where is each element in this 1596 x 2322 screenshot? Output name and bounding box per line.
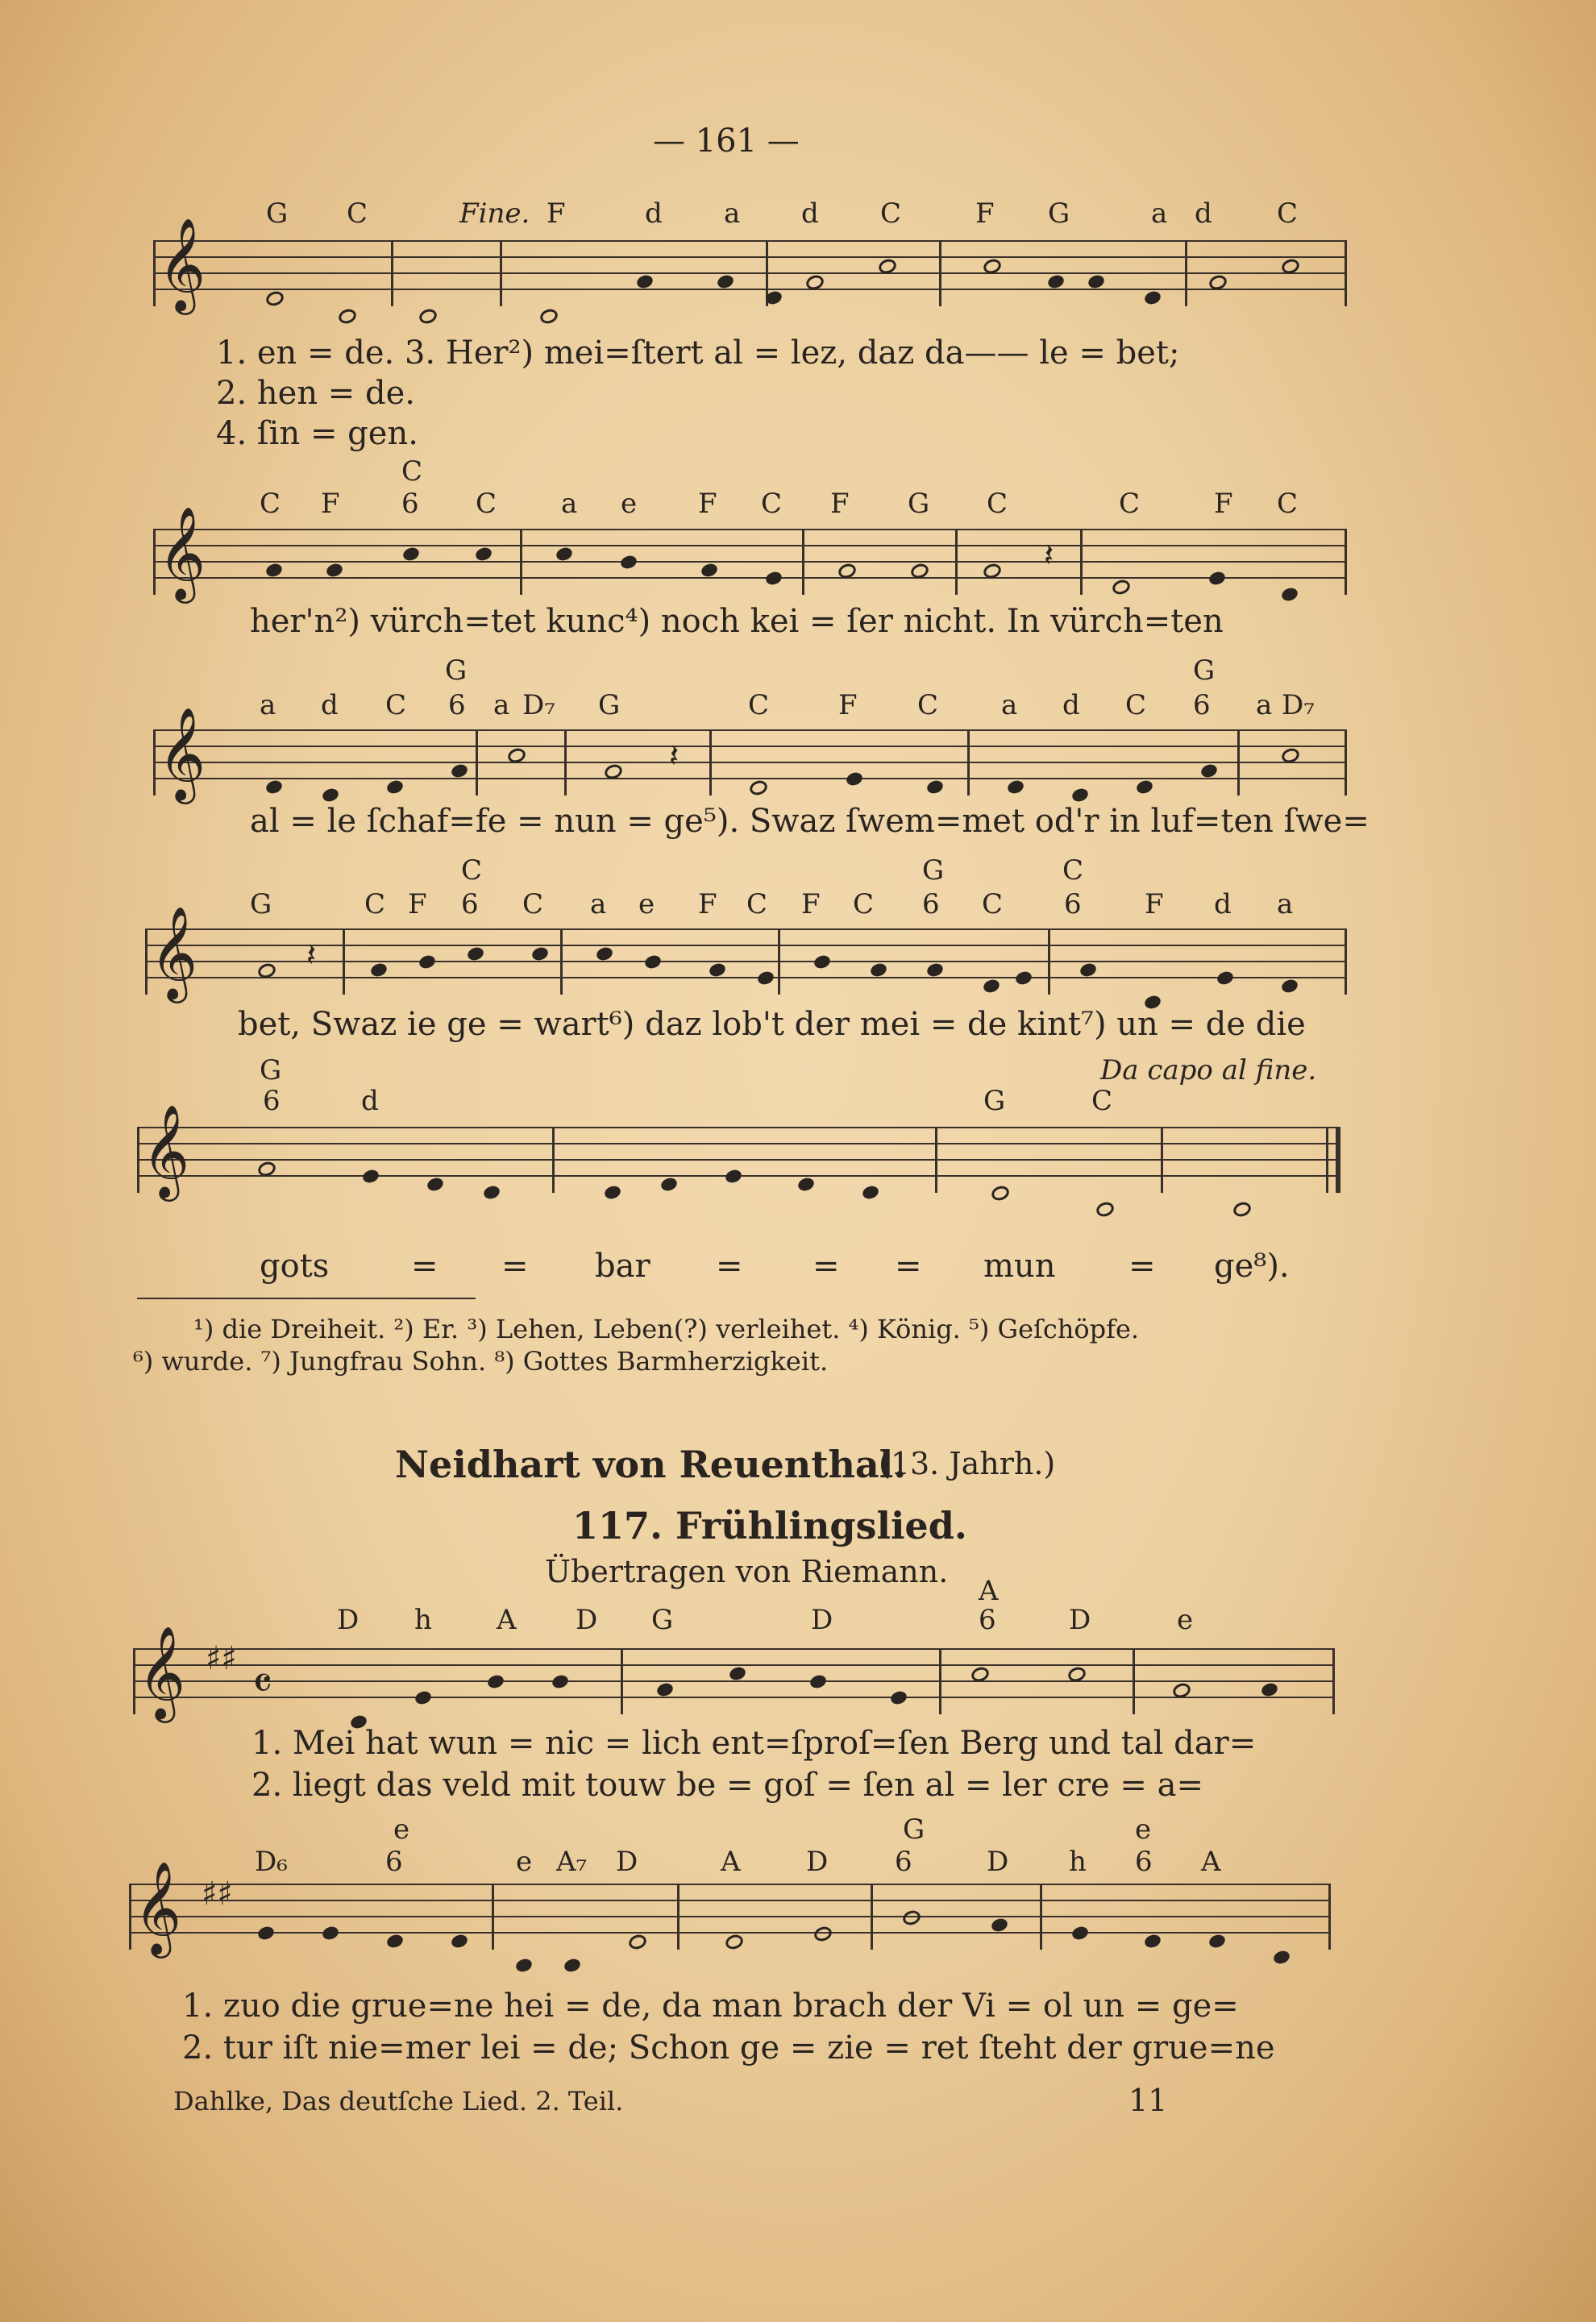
chord: d xyxy=(361,1085,379,1117)
note xyxy=(1143,289,1162,306)
note xyxy=(385,1933,405,1950)
note xyxy=(1207,273,1228,292)
chord: F xyxy=(975,197,995,230)
barline xyxy=(677,1884,680,1950)
chord: F xyxy=(321,488,340,520)
barline xyxy=(1040,1884,1042,1950)
chord-stacked: G xyxy=(1193,654,1216,687)
repeat-barline xyxy=(500,240,502,306)
chord: 6 xyxy=(461,888,479,920)
note xyxy=(1280,978,1299,995)
note xyxy=(1111,578,1132,596)
lyric-syllable: ge⁸). xyxy=(1214,1248,1290,1285)
chord: G xyxy=(908,488,930,520)
note xyxy=(1046,273,1066,290)
chord: F xyxy=(408,888,427,920)
barline xyxy=(564,729,567,795)
note xyxy=(1280,257,1301,276)
barline xyxy=(1048,928,1050,995)
chord: C xyxy=(522,888,544,920)
chord-stacked: G xyxy=(445,654,468,687)
chord: C xyxy=(260,488,281,520)
fine-marking: Fine. xyxy=(459,197,530,230)
barline xyxy=(343,928,345,995)
barline xyxy=(1345,240,1347,306)
footnote-line: ⁶) wurde. ⁷) Jungfrau Sohn. ⁸) Gottes Barmherzigkeit. xyxy=(133,1346,829,1377)
note xyxy=(1260,1681,1279,1698)
note xyxy=(728,1665,747,1682)
lyric-line: her'n²) vürch=tet kunc⁴) noch kei = ſer nicht. In vürch=ten xyxy=(250,603,1224,640)
chord: C xyxy=(982,888,1004,920)
chord: F xyxy=(801,888,821,920)
lyric-line: 2. hen = de. xyxy=(216,375,416,412)
note xyxy=(1006,779,1025,795)
note xyxy=(1280,586,1299,603)
chord: G xyxy=(983,1085,1006,1117)
chord-stacked: C xyxy=(461,854,483,887)
chord: C xyxy=(1125,689,1147,721)
note xyxy=(474,546,493,563)
chord: D xyxy=(806,1846,829,1878)
note xyxy=(724,1168,743,1185)
chord: F xyxy=(838,689,858,721)
note xyxy=(256,1925,276,1942)
chord: 6 xyxy=(263,1085,281,1117)
barline xyxy=(935,1127,937,1193)
note xyxy=(901,1909,922,1927)
chord: d xyxy=(321,689,339,721)
note xyxy=(325,562,344,579)
chord: 6 xyxy=(895,1846,912,1878)
note xyxy=(970,1665,991,1684)
chord: d xyxy=(1062,689,1080,721)
note xyxy=(635,273,655,290)
chord: 6 xyxy=(1135,1846,1153,1878)
chord: C xyxy=(1277,488,1299,520)
note xyxy=(595,945,614,962)
note xyxy=(643,953,663,970)
note xyxy=(418,953,437,970)
chord: a xyxy=(1151,197,1168,230)
note xyxy=(514,1957,534,1974)
note xyxy=(1135,779,1154,795)
chord: 6 xyxy=(448,689,466,721)
lyric-line: 1. en = de. 3. Her²) mei=ſtert al = lez, daz da—— le = bet; xyxy=(216,334,1180,372)
chord: A xyxy=(721,1846,741,1878)
chord: a xyxy=(260,689,276,721)
barline xyxy=(520,529,522,595)
chord: a xyxy=(493,689,510,721)
chord: 6 xyxy=(922,888,940,920)
chord: A xyxy=(497,1604,517,1636)
da-capo-marking: Da capo al fine. xyxy=(1100,1054,1317,1086)
barline xyxy=(955,529,958,595)
barline xyxy=(153,240,156,306)
note xyxy=(813,1925,833,1943)
treble-clef-icon: 𝄞 xyxy=(142,1103,190,1198)
composer-heading: Neidhart von Reuenthal. xyxy=(395,1443,907,1486)
barline xyxy=(133,1648,135,1714)
chord: G xyxy=(651,1604,674,1636)
lyric-line: al = le ſchaf=fe = nun = ge⁵). Swaz ſwem=met od'r in luf=ten ſwe= xyxy=(250,803,1369,840)
chord: 6 xyxy=(1193,689,1211,721)
note xyxy=(264,779,284,795)
note xyxy=(813,953,832,970)
note xyxy=(426,1176,445,1193)
song-title: 117. Frühlingslied. xyxy=(572,1504,967,1547)
music-staff xyxy=(153,505,1346,600)
chord-stacked: G xyxy=(903,1813,925,1846)
note xyxy=(804,273,825,292)
music-staff xyxy=(153,217,1346,311)
chord: e xyxy=(1177,1604,1194,1636)
song-subtitle: Übertragen von Riemann. xyxy=(545,1554,949,1589)
note xyxy=(764,570,783,587)
chord: a xyxy=(590,888,607,920)
note xyxy=(264,289,285,308)
note xyxy=(716,273,735,290)
note xyxy=(1014,970,1033,987)
barline xyxy=(802,529,804,595)
chord-stacked: e xyxy=(393,1813,410,1846)
barline xyxy=(1161,1127,1163,1193)
chord: D₇ xyxy=(522,689,555,721)
treble-clef-icon: 𝄞 xyxy=(150,905,198,999)
chord-stacked: G xyxy=(260,1054,282,1086)
barline xyxy=(391,240,393,306)
lyric-syllable: = xyxy=(813,1248,840,1285)
chord: C xyxy=(1277,197,1299,230)
note xyxy=(321,1925,340,1942)
music-staff xyxy=(137,1103,1338,1198)
chord: A xyxy=(1201,1846,1221,1878)
chord: C xyxy=(347,197,368,230)
note xyxy=(1199,762,1219,779)
lyric-line: 1. Mei hat wun = nic = lich ent=ſproſ=ſen Berg und tal dar= xyxy=(251,1725,1257,1762)
chord: C xyxy=(476,488,497,520)
chord: d xyxy=(1195,197,1212,230)
note xyxy=(756,970,775,987)
note xyxy=(925,962,945,978)
lyric-line: 1. zuo die grue=ne hei = de, da man brach der Vi = ol un = ge= xyxy=(182,1988,1239,2025)
barline xyxy=(778,928,780,995)
century-note: (13. Jahrh.) xyxy=(879,1446,1056,1481)
lyric-syllable: = xyxy=(501,1248,529,1285)
chord: C xyxy=(1091,1085,1113,1117)
common-time-icon: 𝄴 xyxy=(252,1658,273,1710)
barline xyxy=(939,1648,941,1714)
note xyxy=(877,257,898,276)
note xyxy=(321,787,340,804)
barline xyxy=(153,729,156,795)
final-barline xyxy=(1326,1127,1328,1193)
rest-icon: 𝄽 xyxy=(1044,537,1054,574)
chord: F xyxy=(1145,888,1164,920)
final-barline xyxy=(1336,1127,1340,1193)
lyric-syllable: bar xyxy=(595,1248,650,1285)
chord: C xyxy=(761,488,783,520)
note xyxy=(1143,1933,1162,1950)
note xyxy=(1070,1925,1090,1942)
chord: C xyxy=(746,888,768,920)
note xyxy=(982,978,1001,995)
note xyxy=(1171,1681,1192,1700)
footnote-line: ¹) die Dreiheit. ²) Er. ³) Lehen, Leben(?) verleihet. ⁴) König. ⁵) Geſchöpfe. xyxy=(193,1314,1140,1344)
note xyxy=(450,762,469,779)
music-staff xyxy=(133,1625,1334,1719)
note xyxy=(369,962,389,978)
barline xyxy=(621,1648,623,1714)
note xyxy=(627,1933,648,1951)
chord: d xyxy=(801,197,819,230)
note xyxy=(482,1184,501,1201)
barline xyxy=(560,928,563,995)
treble-clef-icon: 𝄞 xyxy=(134,1860,182,1954)
note xyxy=(837,562,858,580)
note xyxy=(700,562,719,579)
chord: F xyxy=(698,888,717,920)
note xyxy=(361,1168,380,1185)
chord: C xyxy=(385,689,407,721)
chord: F xyxy=(547,197,566,230)
barline xyxy=(871,1884,873,1950)
chord: G xyxy=(598,689,621,721)
lyric-line: 2. tur iſt nie=mer lei = de; Schon ge = zie = ret ſteht der grue=ne xyxy=(182,2029,1275,2067)
barline xyxy=(939,240,941,306)
barline xyxy=(145,928,148,995)
barline xyxy=(1345,529,1347,595)
chord: e xyxy=(621,488,638,520)
chord: C xyxy=(987,488,1008,520)
note xyxy=(748,779,769,797)
chord: D₇ xyxy=(1282,689,1315,721)
note xyxy=(796,1176,816,1193)
note xyxy=(256,1160,277,1178)
chord: a xyxy=(1001,689,1018,721)
note xyxy=(1232,1200,1253,1219)
note xyxy=(603,1184,622,1201)
barline xyxy=(1133,1648,1135,1714)
sharp-icon: ♯♯ xyxy=(202,1875,233,1913)
chord: a xyxy=(561,488,578,520)
note xyxy=(1207,570,1227,587)
lyric-line: bet, Swaz ie ge = wart⁶) daz lob't der mei = de kint⁷) un = de die xyxy=(238,1006,1306,1043)
note xyxy=(925,779,945,795)
chord: D xyxy=(576,1604,598,1636)
barline xyxy=(1345,928,1347,995)
note xyxy=(1280,746,1301,765)
barline xyxy=(476,729,478,795)
note xyxy=(990,1184,1011,1203)
barline xyxy=(967,729,970,795)
chord: G xyxy=(1048,197,1070,230)
chord: C xyxy=(853,888,875,920)
barline xyxy=(1328,1884,1331,1950)
treble-clef-icon: 𝄞 xyxy=(158,505,206,600)
chord: e xyxy=(516,1846,533,1878)
chord: D₆ xyxy=(255,1846,288,1878)
note xyxy=(385,779,405,795)
note xyxy=(909,562,930,580)
chord-stacked: A xyxy=(979,1575,999,1607)
note xyxy=(450,1933,469,1950)
chord: e xyxy=(638,888,655,920)
note xyxy=(563,1957,582,1974)
note xyxy=(337,307,358,326)
barline xyxy=(1185,240,1187,306)
lyric-syllable: = xyxy=(1128,1248,1156,1285)
chord: D xyxy=(1069,1604,1091,1636)
chord: d xyxy=(1214,888,1232,920)
chord: C xyxy=(917,689,939,721)
note xyxy=(466,945,485,962)
footnote-rule xyxy=(137,1298,476,1299)
music-staff xyxy=(153,706,1346,800)
chord-stacked: C xyxy=(401,455,423,488)
note xyxy=(1216,970,1235,987)
chord: a xyxy=(1256,689,1273,721)
chord: 6 xyxy=(385,1846,403,1878)
chord: G xyxy=(250,888,272,920)
note xyxy=(551,1673,570,1690)
treble-clef-icon: 𝄞 xyxy=(158,706,206,800)
chord: D xyxy=(987,1846,1009,1878)
chord: 6 xyxy=(401,488,419,520)
barline xyxy=(129,1884,131,1950)
lyric-syllable: = xyxy=(411,1248,438,1285)
note xyxy=(264,562,284,579)
note xyxy=(401,546,421,563)
note xyxy=(861,1184,880,1201)
barline xyxy=(709,729,712,795)
chord: a xyxy=(724,197,741,230)
barline xyxy=(137,1127,139,1193)
lyric-syllable: gots xyxy=(260,1248,330,1285)
note xyxy=(555,546,574,563)
lyric-syllable: = xyxy=(895,1248,922,1285)
page-number: — 161 — xyxy=(653,123,800,160)
note xyxy=(1087,273,1106,290)
signature-mark: 11 xyxy=(1128,2083,1168,2118)
barline xyxy=(1345,729,1347,795)
chord: d xyxy=(645,197,663,230)
book-footer: Dahlke, Das deutſche Lied. 2. Teil. xyxy=(173,2086,624,2116)
note xyxy=(889,1689,908,1706)
note xyxy=(414,1689,433,1706)
lyric-syllable: mun xyxy=(983,1248,1056,1285)
note xyxy=(808,1673,828,1690)
note xyxy=(708,962,727,978)
note xyxy=(538,307,559,326)
barline xyxy=(1237,729,1240,795)
note xyxy=(659,1176,679,1193)
note xyxy=(869,962,888,978)
chord: D xyxy=(337,1604,360,1636)
note xyxy=(486,1673,505,1690)
lyric-syllable: = xyxy=(716,1248,743,1285)
chord-stacked: G xyxy=(922,854,945,887)
note xyxy=(982,562,1003,580)
note xyxy=(724,1933,745,1951)
barline xyxy=(492,1884,494,1950)
note xyxy=(982,257,1003,276)
note xyxy=(506,746,527,765)
barline xyxy=(552,1127,555,1193)
chord: G xyxy=(266,197,289,230)
music-staff xyxy=(145,905,1346,999)
chord: C xyxy=(748,689,770,721)
chord: a xyxy=(1277,888,1294,920)
barline xyxy=(1332,1648,1335,1714)
note xyxy=(418,307,438,326)
lyric-line: 2. liegt das veld mit touw be = goſ = ſen al = ler cre = a= xyxy=(251,1767,1203,1804)
treble-clef-icon: 𝄞 xyxy=(158,217,206,311)
note xyxy=(990,1917,1009,1934)
note xyxy=(1066,1665,1087,1684)
note xyxy=(256,962,277,980)
sharp-icon: ♯♯ xyxy=(206,1640,237,1677)
note xyxy=(655,1681,675,1698)
note xyxy=(530,945,550,962)
note xyxy=(1079,962,1098,978)
chord: 6 xyxy=(979,1604,996,1636)
chord: C xyxy=(1119,488,1141,520)
lyric-line: 4. ſin = gen. xyxy=(216,415,418,452)
treble-clef-icon: 𝄞 xyxy=(138,1625,186,1719)
chord: F xyxy=(698,488,717,520)
note xyxy=(1095,1200,1116,1219)
chord: A₇ xyxy=(556,1846,588,1878)
chord: D xyxy=(616,1846,638,1878)
chord: C xyxy=(364,888,386,920)
note xyxy=(1207,1933,1227,1950)
barline xyxy=(153,529,156,595)
chord: F xyxy=(1214,488,1233,520)
note xyxy=(1070,787,1090,804)
chord: h xyxy=(1069,1846,1087,1878)
note xyxy=(1272,1949,1291,1966)
chord: h xyxy=(414,1604,432,1636)
chord: C xyxy=(880,197,902,230)
rest-icon: 𝄽 xyxy=(306,937,317,974)
barline xyxy=(1080,529,1083,595)
rest-icon: 𝄽 xyxy=(669,737,680,775)
note xyxy=(845,771,864,787)
chord: 6 xyxy=(1064,888,1082,920)
chord-stacked: C xyxy=(1062,854,1084,887)
chord: F xyxy=(830,488,850,520)
chord: D xyxy=(811,1604,833,1636)
note xyxy=(619,554,638,571)
chord-stacked: e xyxy=(1135,1813,1152,1846)
note xyxy=(603,762,624,781)
